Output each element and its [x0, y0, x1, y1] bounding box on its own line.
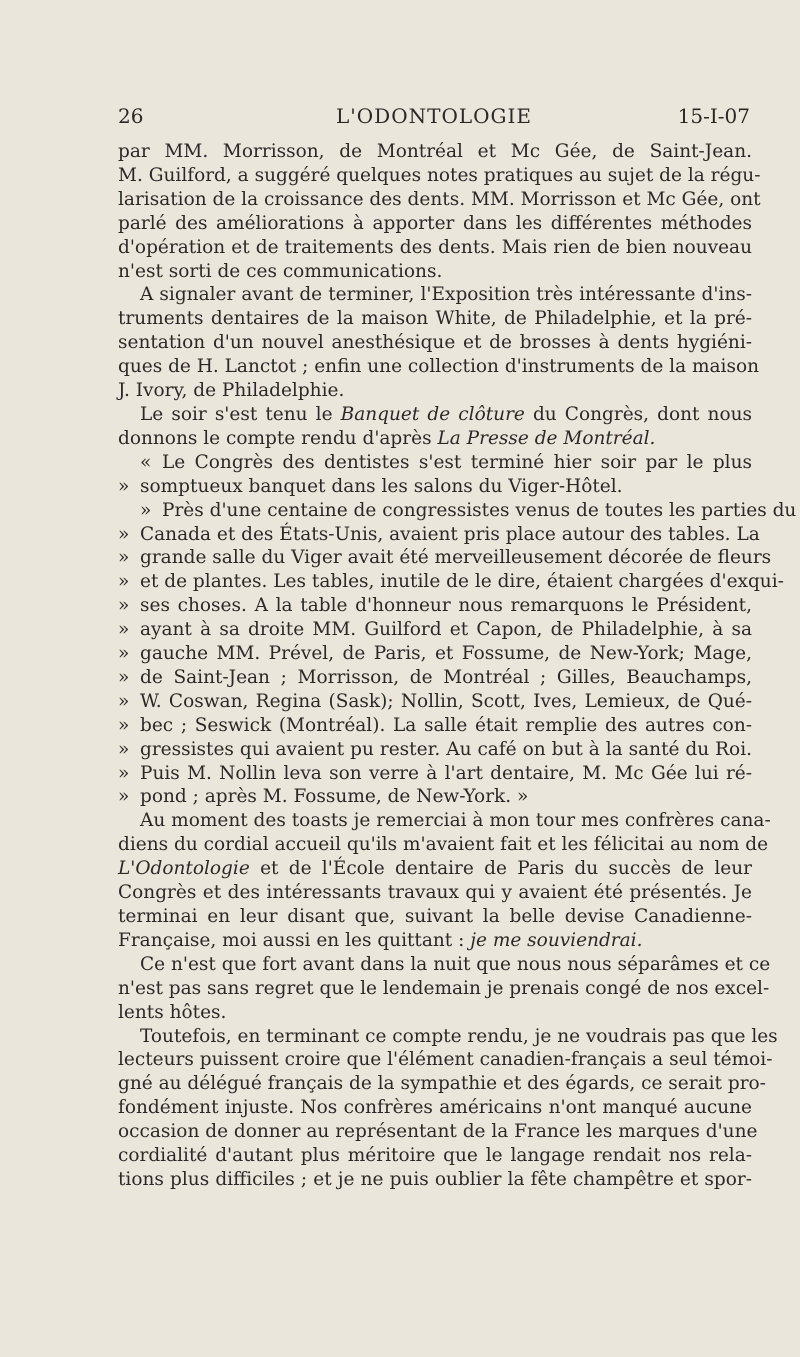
quote-line: » et de plantes. Les tables, inutile de le dire, étaient chargées d'exqui- [118, 571, 784, 593]
quote-line: » ayant à sa droite MM. Guilford et Capon, de Philadelphie, à sa [118, 619, 752, 641]
text-line: Le soir s'est tenu le Banquet de clôture du Congrès, dont nous [140, 403, 752, 425]
quote-line: » somptueux banquet dans les salons du Viger-Hôtel. [118, 475, 623, 497]
quote-line: » gressistes qui avaient pu rester. Au café on but à la santé du Roi. [118, 738, 752, 760]
quote-line: » Près d'une centaine de congressistes venus de toutes les parties du [140, 499, 797, 521]
text-line: par MM. Morrisson, de Montréal et Mc Gée, de Saint-Jean. [118, 141, 752, 162]
paragraph-banquet-intro [118, 403, 752, 451]
text-line: d'opération et de traitements des dents. Mais rien de bien nouveau [118, 236, 752, 258]
text-line: truments dentaires de la maison White, de Philadelphie, et la pré- [118, 308, 752, 330]
text-line: A signaler avant de terminer, l'Exposition très intéressante d'ins- [140, 284, 752, 306]
text-line: occasion de donner au représentant de la France les marques d'une [118, 1121, 758, 1143]
text-line: Au moment des toasts je remerciai à mon tour mes confrères cana- [140, 810, 771, 832]
quote-line: » pond ; après M. Fossume, de New-York. » [118, 786, 529, 808]
text-line: ques de H. Lanctot ; enfin une collection d'instruments de la maison [118, 356, 760, 378]
paragraph-toasts [118, 809, 771, 952]
text-line: fondément injuste. Nos confrères américains n'ont manqué aucune [118, 1097, 752, 1119]
body-text [118, 140, 797, 1192]
running-header [118, 104, 750, 134]
paragraph-departure [118, 953, 771, 1025]
paragraph-communications [118, 140, 761, 283]
text-line: M. Guilford, a suggéré quelques notes pratiques au sujet de la régu- [118, 164, 761, 186]
text-line: tions plus difficiles ; et je ne puis oublier la fête champêtre et spor- [118, 1168, 752, 1190]
text-line: n'est pas sans regret que le lendemain je prenais congé de nos excel- [118, 977, 770, 999]
quote-line: « Le Congrès des dentistes s'est terminé hier soir par le plus [140, 451, 752, 473]
text-line: Toutefois, en terminant ce compte rendu, je ne voudrais pas que les [140, 1025, 778, 1047]
text-line: lecteurs puissent croire que l'élément canadien-français a seul témoi- [118, 1049, 773, 1071]
text-line: J. Ivory, de Philadelphie. [118, 380, 345, 402]
text-line: gné au délégué français de la sympathie et des égards, ce serait pro- [118, 1073, 766, 1095]
text-line: Française, moi aussi en les quittant : je me souviendrai. [118, 929, 643, 951]
quoted-report [118, 451, 797, 810]
quote-line: » gauche MM. Prével, de Paris, et Fossume, de New-York; Mage, [118, 643, 752, 665]
quote-line: » grande salle du Viger avait été merveilleusement décorée de fleurs [118, 547, 772, 569]
text-line: cordialité d'autant plus méritoire que le langage rendait nos rela- [118, 1145, 752, 1167]
text-line: larisation de la croissance des dents. MM. Morrisson et Mc Gée, ont [118, 188, 761, 210]
text-line: terminai en leur disant que, suivant la belle devise Canadienne- [118, 906, 752, 927]
text-line: Congrès et des intéressants travaux qui y avaient été présentés. Je [118, 882, 752, 904]
text-line: n'est sorti de ces communications. [118, 260, 443, 282]
issue-date: 15-I-07 [677, 104, 750, 128]
page-number: 26 [118, 104, 144, 128]
quote-line: » ses choses. A la table d'honneur nous remarquons le Président, [118, 595, 752, 617]
text-line: sentation d'un nouvel anesthésique et de brosses à dents hygiéni- [118, 332, 752, 354]
quote-line: » de Saint-Jean ; Morrisson, de Montréal ; Gilles, Beauchamps, [118, 666, 752, 688]
text-line: lents hôtes. [118, 1001, 227, 1023]
quote-line: » W. Coswan, Regina (Sask); Nollin, Scott, Ives, Lemieux, de Qué- [118, 690, 752, 712]
text-line: Ce n'est que fort avant dans la nuit que nous nous séparâmes et ce [140, 953, 771, 975]
quote-line: » Puis M. Nollin leva son verre à l'art dentaire, M. Mc Gée lui ré- [118, 762, 752, 784]
paragraph-conclusion [118, 1025, 778, 1192]
quote-line: » Canada et des États-Unis, avaient pris place autour des tables. La [118, 523, 760, 545]
text-line: parlé des améliorations à apporter dans les différentes méthodes [118, 212, 752, 234]
text-line: diens du cordial accueil qu'ils m'avaient fait et les félicitai au nom de [118, 834, 769, 856]
text-line: L'Odontologie et de l'École dentaire de Paris du succès de leur [118, 858, 752, 880]
quote-line: » bec ; Seswick (Montréal). La salle était remplie des autres con- [118, 714, 752, 736]
paragraph-exposition [118, 283, 760, 403]
journal-title: L'ODONTOLOGIE [336, 104, 532, 128]
text-line: donnons le compte rendu d'après La Presse de Montréal. [118, 427, 656, 449]
